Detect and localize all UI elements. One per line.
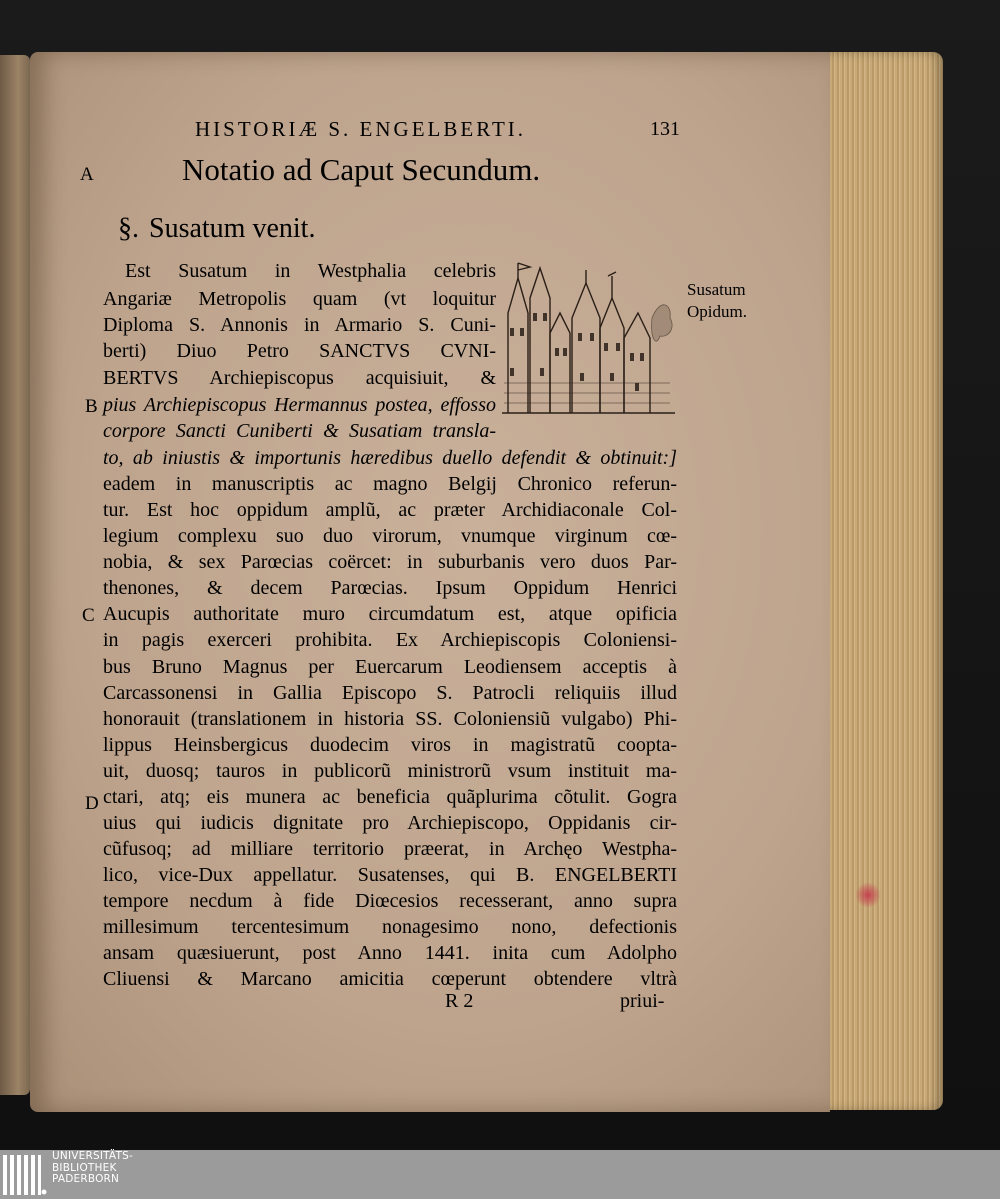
- previous-page-edge: [0, 55, 30, 1095]
- folio-number: 131: [650, 118, 680, 140]
- text-line: uit, duosq; tauros in publicorũ ministrorũ vsum instituit ma-: [103, 760, 677, 782]
- text-line: cũfusoq; ad milliare territorio præerat, in Archęo Westpha-: [103, 838, 677, 860]
- text-line: Est Susatum in Westphalia celebris: [125, 260, 496, 282]
- section-sign: §.: [118, 213, 139, 244]
- text-line: ctari, atq; eis munera ac beneficia quãplurima cõtulit. Gogra: [103, 786, 677, 808]
- text-line: lico, vice-Dux appellatur. Susatenses, qui B. ENGELBERTI: [103, 864, 677, 886]
- text-line: legium complexu suo duo virorum, vnumque virginum cœ-: [103, 525, 677, 547]
- library-name-line-1: UNIVERSITÄTS-: [52, 1150, 133, 1162]
- text-line: BERTVS Archiepiscopus acquisiuit, &: [103, 367, 496, 389]
- text-line: Aucupis authoritate muro circumdatum est, atque opificia: [103, 603, 677, 625]
- text-line: corpore Sancti Cuniberti & Susatiam transla-: [103, 420, 496, 442]
- library-name-line-3: PADERBORN: [52, 1173, 120, 1185]
- text-line: honorauit (translationem in historia SS. Coloniensiũ vulgabo) Phi-: [103, 708, 677, 730]
- subheading-text: Susatum venit.: [149, 213, 316, 244]
- text-line: to, ab iniustis & importunis hæredibus duello defendit & obtinuit:]: [103, 447, 677, 469]
- town-woodcut-illustration: [500, 258, 677, 418]
- section-mark-d: D: [85, 793, 99, 814]
- section-mark-b: B: [85, 396, 98, 417]
- text-line: ansam quæsiuerunt, post Anno 1441. inita cum Adolpho: [103, 942, 677, 964]
- text-line: eadem in manuscriptis ac magno Belgij Chronico referun-: [103, 473, 677, 495]
- section-mark-c: C: [82, 605, 95, 626]
- text-line: uius qui iudicis dignitate pro Archiepiscopo, Oppidanis cir-: [103, 812, 677, 834]
- text-line: tur. Est hoc oppidum amplũ, ac præter Archidiaconale Col-: [103, 499, 677, 521]
- text-line: Carcassonensi in Gallia Episcopo S. Patrocli reliquiis illud: [103, 682, 677, 704]
- library-footer-bar: [0, 1150, 1000, 1199]
- running-head: HISTORIÆ S. ENGELBERTI.: [195, 117, 527, 141]
- chapter-heading: Notatio ad Caput Secundum.: [182, 152, 541, 187]
- margin-note-line-2: Opidum.: [687, 302, 747, 321]
- subheading: [118, 213, 315, 245]
- text-line: pius Archiepiscopus Hermannus postea, effosso: [103, 394, 496, 416]
- text-line: lippus Heinsbergicus duodecim viros in magistratũ coopta-: [103, 734, 677, 756]
- library-name: [52, 1151, 133, 1186]
- page-block-edges: [815, 52, 943, 1110]
- red-stain: [855, 882, 881, 908]
- library-logo-icon: [2, 1152, 48, 1198]
- text-line: thenones, & decem Parœcias. Ipsum Oppidum Henrici: [103, 577, 677, 599]
- text-line: bus Bruno Magnus per Euercarum Leodiensem acceptis à: [103, 656, 677, 678]
- text-line: berti) Diuo Petro SANCTVS CVNI-: [103, 340, 496, 362]
- section-mark-a: A: [80, 164, 94, 185]
- catchword: priui-: [620, 990, 665, 1012]
- text-line: Angariæ Metropolis quam (vt loquitur: [103, 288, 496, 310]
- text-line: millesimum tercentesimum nonagesimo nono, defectionis: [103, 916, 677, 938]
- library-name-line-2: BIBLIOTHEK: [52, 1161, 117, 1174]
- text-line: tempore necdum à fide Diœcesios recesserant, anno supra: [103, 890, 677, 912]
- text-line: in pagis exerceri prohibita. Ex Archiepiscopis Coloniensi-: [103, 629, 677, 651]
- text-line: Diploma S. Annonis in Armario S. Cuni-: [103, 314, 496, 336]
- signature-mark: R 2: [445, 990, 474, 1012]
- margin-note-line-1: Susatum: [687, 280, 746, 299]
- text-line: nobia, & sex Parœcias coërcet: in suburbanis vero duos Par-: [103, 551, 677, 573]
- text-line: Cliuensi & Marcano amicitia cœperunt obtendere vltrà: [103, 968, 677, 990]
